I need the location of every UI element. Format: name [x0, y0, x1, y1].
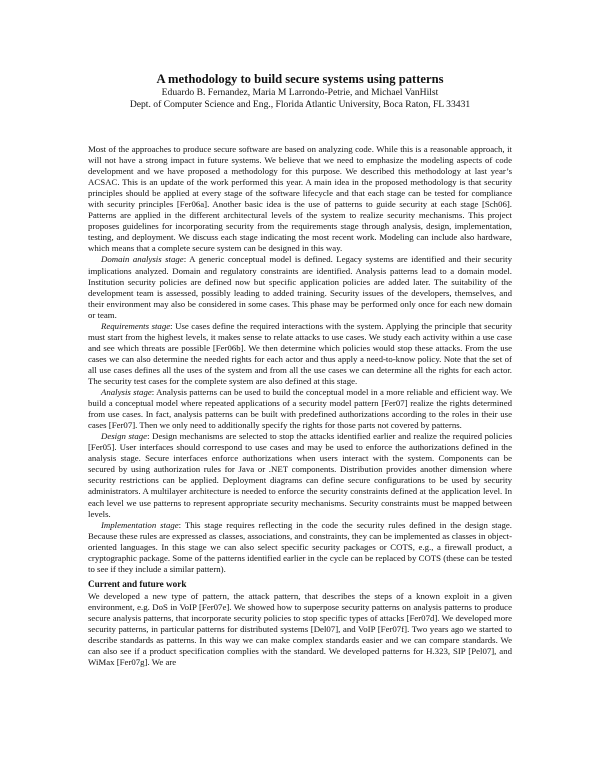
stage-text: : Analysis patterns can be used to build the conceptual model in a more reliable and efficient way. We build a conceptual model where repeated applications of a security model pattern [Fer07] realize the rights determined from use cases. In fact, analysis patterns can be built with predefined authorizations according to the roles in their use cases [Fer07]. Then we only need to additionally specify the rights for those parts not covered by patterns.	[88, 387, 512, 431]
design-paragraph	[88, 431, 512, 519]
domain-analysis-paragraph	[88, 254, 512, 320]
analysis-paragraph	[88, 387, 512, 431]
current-work-paragraph: We developed a new type of pattern, the attack pattern, that describes the steps of a known exploit in a given environment, e.g. DoS in VoIP [Fer07e]. We showed how to superpose security patterns on analysis patterns to produce secure analysis patterns, that incorporate security policies to stop specific types of attacks [Fer07d]. We developed more security patterns, in particular patterns for distributed systems [Del07], and VoIP [Fer07f]. Two years ago we started to describe standards as patterns. In this way we can make complex standards easier and we can compare standards. We can also see if a product specification complies with the standard. We developed patterns for H.323, SIP [Pel07], and WiMax [Fer07g]. We are	[88, 590, 512, 668]
stage-text: : Design mechanisms are selected to stop the attacks identified earlier and realize the required policies [Fer05]. User interfaces should correspond to use cases and may be used to enforce the authorizations defined in the analysis stage. Secure interfaces enforce authorizations when users interact with the system. Components can be secured by using authorization rules for Java or .NET components. Distribution provides another dimension where security restrictions can be applied. Deployment diagrams can define secure configurations to be used by security administrators. A multilayer architecture is needed to enforce the security constraints defined at the application level. In each level we use patterns to represent appropriate security mechanisms. Security constraints must be mapped between levels.	[88, 431, 512, 519]
stage-name: Requirements stage	[101, 320, 171, 331]
stage-text: : Use cases define the required interactions with the system. Applying the principle that security must start from the highest levels, it makes sense to relate attacks to use cases. We study each activity within a use case and see which threats are possible [Fer06b]. We then determine which policies would stop these attacks. From the use cases we can also determine the needed rights for each actor and thus apply a need-to-know policy. Note that the set of all use cases defines all the uses of the system and from all the use cases we can determine all the rights for each actor. The security test cases for the complete system are also defined at this stage.	[88, 320, 512, 386]
stage-name: Domain analysis stage	[101, 254, 184, 265]
title-block	[0, 72, 600, 111]
author-list: Eduardo B. Fernandez, Maria M Larrondo-Petrie, and Michael VanHilst	[161, 87, 439, 98]
paper-title: A methodology to build secure systems using patterns	[156, 72, 444, 86]
paper-body	[88, 144, 512, 668]
implementation-paragraph	[88, 520, 512, 575]
requirements-paragraph	[88, 321, 512, 387]
stage-text: : A generic conceptual model is defined. Legacy systems are identified and their security implications analyzed. Domain and regulatory constraints are identified. Analysis patterns lead to a domain model. Institution security policies are defined now but specific application policies are added later. The suitability of the development team is assessed, possibly leading to added training. Security issues of the developers, themselves, and their environment may also be considered in some cases. This phase may be performed only once for each new domain or team.	[88, 254, 512, 320]
affiliation: Dept. of Computer Science and Eng., Florida Atlantic University, Boca Raton, FL 33431	[129, 99, 471, 110]
stage-name: Design stage	[101, 431, 148, 442]
intro-paragraph: Most of the approaches to produce secure software are based on analyzing code. While this is a reasonable approach, it will not have a strong impact in future systems. We believe that we need to emphasize the modeling aspects of code development and we have proposed a methodology for this purpose. We described this methodology at last year’s ACSAC. This is an update of the work performed this year. A main idea in the proposed methodology is that security principles should be applied at every stage of the software lifecycle and that each stage can be tested for compliance with security principles [Fer06a]. Another basic idea is the use of patterns to guide security at each stage [Sch06]. Patterns are applied in the different architectural levels of the system to realize security mechanisms. This project proposes guidelines for incorporating security from the requirements stage through analysis, design, implementation, testing, and deployment. We discuss each stage indicating the most recent work. Modeling can include also hardware, which means that a complete secure system can be designed in this way.	[88, 144, 512, 254]
section-heading: Current and future work	[88, 578, 187, 589]
stage-text: : This stage requires reflecting in the code the security rules defined in the design stage. Because these rules are expressed as classes, associations, and constraints, they can be implemented as classes in object-oriented languages. In this stage we can also select specific security packages or COTS, e.g., a firewall product, a cryptographic package. Some of the patterns identified earlier in the cycle can be replaced by COTS (these can be tested to see if they include a similar pattern).	[88, 519, 513, 574]
stage-name: Analysis stage	[101, 387, 152, 398]
stage-name: Implementation stage	[101, 519, 179, 530]
